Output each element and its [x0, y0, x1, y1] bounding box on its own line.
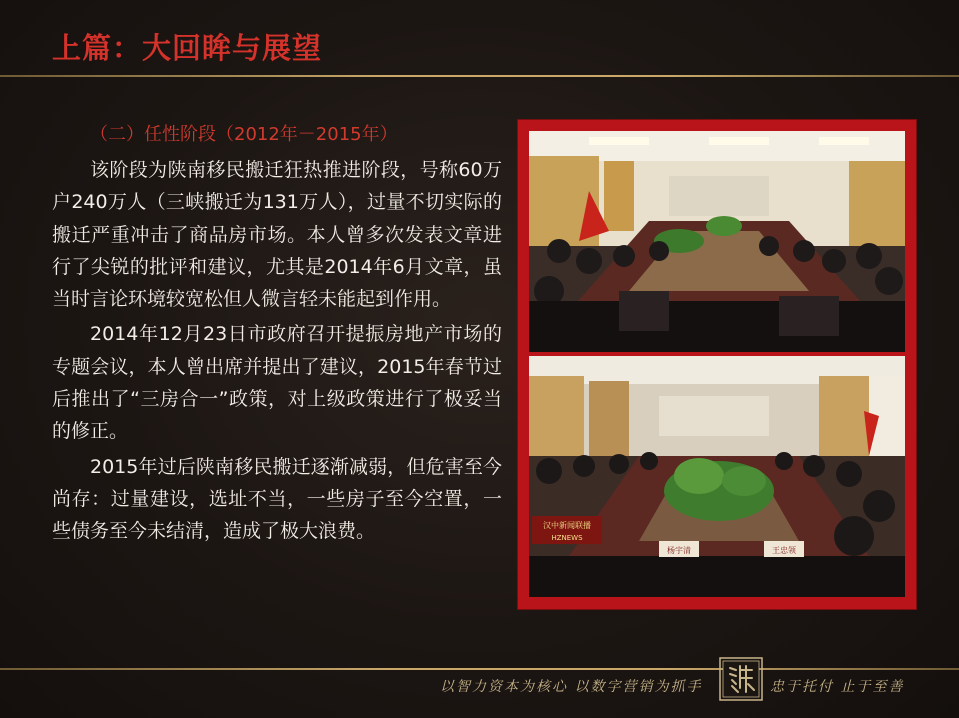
footer-slogan-right: 忠于托付 止于至善: [770, 679, 905, 695]
company-seal-logo: [718, 656, 764, 702]
meeting-photo-top: [529, 131, 905, 352]
header-divider: [0, 75, 959, 77]
news-watermark-line1: 汉中新闻联播: [543, 521, 591, 530]
section-heading: （二）任性阶段（2012年－2015年）: [90, 124, 398, 145]
paragraph-1: 该阶段为陕南移民搬迁狂热推进阶段，号称60万户240万人（三峡搬迁为131万人），过量不切实际的搬迁严重冲击了商品房市场。本人曾多次发表文章进行了尖锐的批评和建议，尤其是2014年6月文章，虽当时言论环境较宽松但人微言轻未能起到作用。: [52, 159, 502, 311]
meeting-photo-bottom: [529, 356, 905, 597]
footer-divider: [0, 668, 959, 670]
body-text: [52, 154, 502, 551]
slide-title: 上篇：大回眸与展望: [52, 31, 323, 65]
photo-frame: [518, 120, 916, 609]
nameplate-1: 杨宇清: [667, 546, 691, 555]
meeting-photo-top-image: [529, 131, 905, 352]
news-watermark-line2: HZNEWS: [551, 534, 583, 542]
paragraph-2: 2014年12月23日市政府召开提振房地产市场的专题会议，本人曾出席并提出了建议，2015年春节过后推出了“三房合一”政策，对上级政策进行了极妥当的修正。: [52, 323, 502, 443]
nameplate-2: 王忠领: [772, 546, 796, 555]
meeting-photo-bottom-image: [529, 356, 905, 597]
footer-slogan-left: 以智力资本为核心 以数字营销为抓手: [440, 679, 703, 695]
paragraph-3: 2015年过后陕南移民搬迁逐渐减弱，但危害至今尚存：过量建设，选址不当，一些房子至今空置，一些债务至今未结清，造成了极大浪费。: [52, 455, 502, 543]
